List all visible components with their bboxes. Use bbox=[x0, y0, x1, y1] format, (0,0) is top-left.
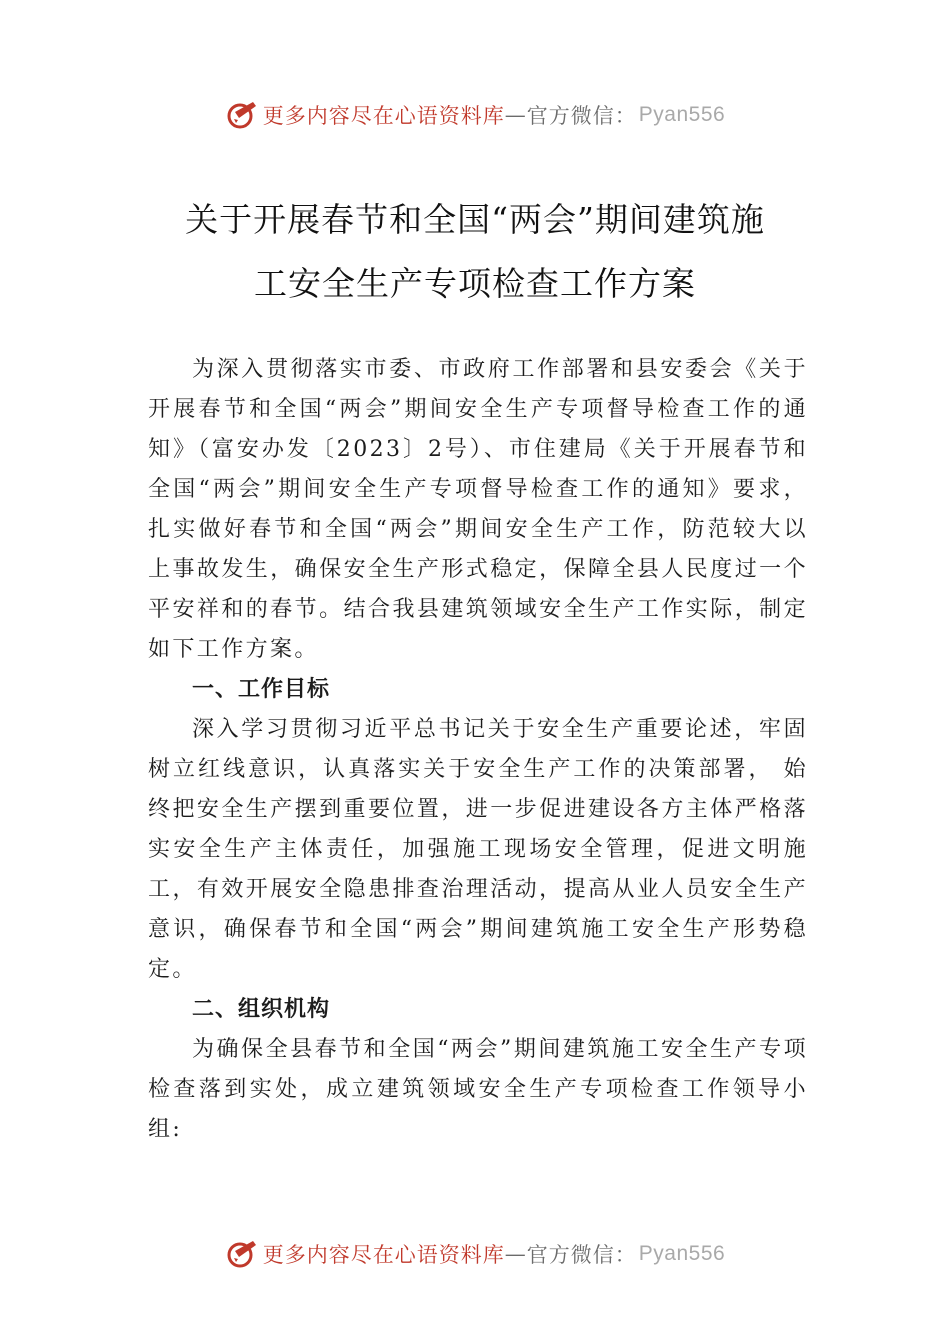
watermark-official: 官方微信： bbox=[526, 1243, 637, 1267]
section-2-paragraph: 为确保全县春节和全国“两会”期间建筑施工安全生产专项检查落到实处，成立建筑领域安全生产专项检查工作领导小组: bbox=[148, 1037, 808, 1142]
pen-logo-icon bbox=[225, 98, 259, 132]
watermark-separator: — bbox=[504, 103, 527, 127]
watermark-brand: 更多内容尽在心语资料库 bbox=[262, 1243, 505, 1267]
watermark-separator: — bbox=[504, 1242, 527, 1266]
watermark-official: 官方微信： bbox=[526, 104, 637, 128]
header-watermark bbox=[0, 95, 950, 135]
document-body bbox=[148, 350, 808, 1150]
section-2-heading: 二、组织机构 bbox=[192, 997, 331, 1022]
intro-paragraph: 为深入贯彻落实市委、市政府工作部署和县安委会《关于开展春节和全国“两会”期间安全生产专项督导检查工作的通知》（富安办发〔2023〕2号）、市住建局《关于开展春节和全国“两会”期间安全生产专项督导检查工作的通知》要求，扎实做好春节和全国“两会”期间安全生产工作，防范较大以上事故发生，确保安全生产形式稳定，保障全县人民度过一个平安祥和的春节。结合我县建筑领域安全生产工作实际，制定如下工作方案。 bbox=[148, 357, 808, 662]
watermark-brand: 更多内容尽在心语资料库 bbox=[262, 104, 505, 128]
section-1-heading: 一、工作目标 bbox=[192, 677, 331, 702]
document-title-line-2: 工安全生产专项检查工作方案 bbox=[254, 264, 696, 303]
document-title-line-1: 关于开展春节和全国“两会”期间建筑施 bbox=[185, 200, 765, 239]
footer-watermark bbox=[0, 1234, 950, 1274]
pen-logo-icon bbox=[225, 1237, 259, 1271]
section-1-paragraph: 深入学习贯彻习近平总书记关于安全生产重要论述，牢固树立红线意识，认真落实关于安全生产工作的决策部署， 始终把安全生产摆到重要位置，进一步促进建设各方主体严格落实安全生产主体责任，加强施工现场安全管理，促进文明施工，有效开展安全隐患排查治理活动，提高从业人员安全生产意识，确保春节和全国“两会”期间建筑施工安全生产形势稳定。 bbox=[148, 717, 808, 982]
watermark-wechat-id: Pyan556 bbox=[638, 1242, 726, 1265]
watermark-wechat-id: Pyan556 bbox=[638, 103, 726, 126]
